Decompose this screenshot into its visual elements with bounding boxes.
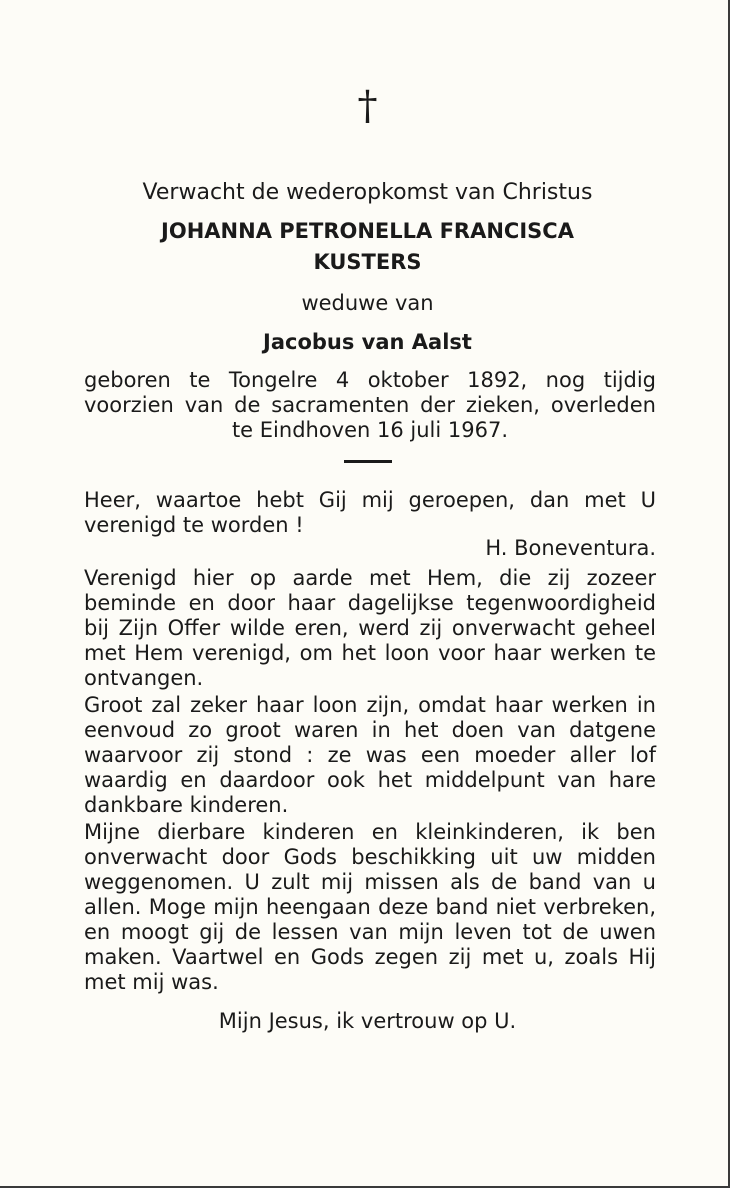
- paragraph-2: Groot zal zeker haar loon zijn, omdat haar werken in eenvoud zo groot waren in het doen van datgene waarvoor zij stond : ze was een moeder aller lof waardig en daardoor ook het middelpunt van hare dankbare kinderen.: [84, 693, 656, 817]
- quote-attribution: H. Boneventura.: [485, 536, 656, 560]
- paragraph-3: Mijne dierbare kinderen en kleinkinderen, ik ben onverwacht door Gods beschikking uit uw midden weggenomen. U zult mij missen als de band van u allen. Moge mijn heengaan deze band niet verbreken, en moogt gij de lessen van mijn leven tot de uwen maken. Vaartwel en Gods zegen zij met u, zoals Hij met mij was.: [84, 820, 656, 994]
- paragraph-1: Verenigd hier op aarde met Hem, die zij zozeer beminde en door haar dagelijkse tegenwoordigheid bij Zijn Offer wilde eren, werd zij onverwacht geheel met Hem verenigd, om het loon voor haar werken te ontvangen.: [84, 566, 656, 690]
- birth-death-text: geboren te Tongelre 4 oktober 1892, nog tijdig voorzien van de sacramenten der zieken, overleden te Eindhoven 16 juli 1967.: [84, 368, 656, 442]
- cross-icon: †: [357, 83, 378, 129]
- quote-text: Heer, waartoe hebt Gij mij geroepen, dan met U verenigd te worden !: [84, 488, 656, 537]
- deceased-name: [80, 216, 655, 278]
- intro-line: Verwacht de wederopkomst van Christus: [142, 180, 593, 205]
- divider: [344, 460, 392, 463]
- name-line-2: KUSTERS: [313, 250, 422, 274]
- husband-name: Jacobus van Aalst: [263, 330, 472, 354]
- name-line-1: JOHANNA PETRONELLA FRANCISCA: [161, 219, 574, 243]
- closing-prayer: Mijn Jesus, ik vertrouw op U.: [218, 1009, 517, 1033]
- widow-of-label: weduwe van: [301, 291, 434, 315]
